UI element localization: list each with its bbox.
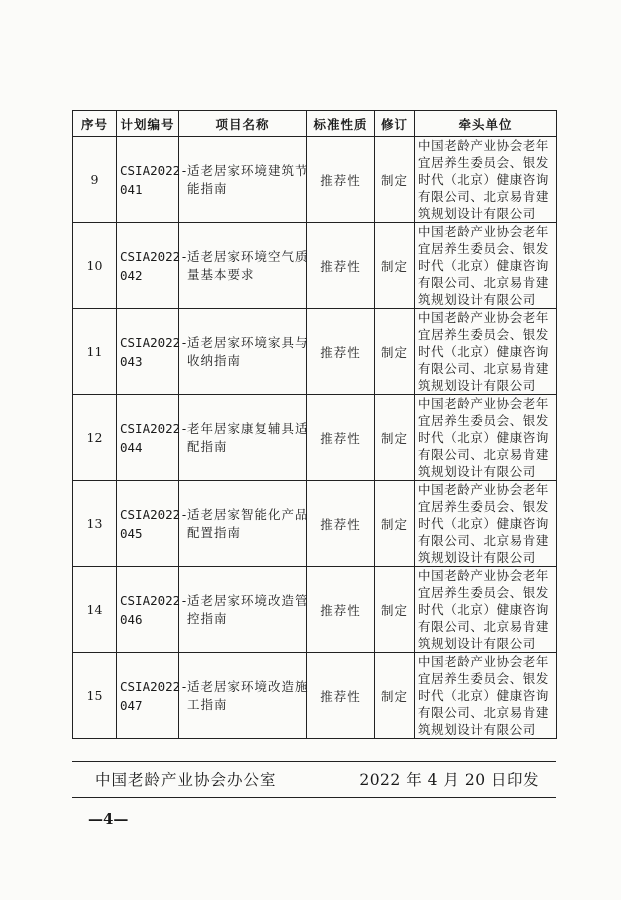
row-revision: 制定 — [375, 653, 415, 739]
row-plan-code — [117, 309, 188, 395]
row-plan-code-line: CSIA2022- — [120, 162, 188, 178]
row-project-name-line: 适老居家环境建筑节 — [187, 162, 309, 178]
row-lead-unit-line: 有限公司、北京易肯建 — [418, 533, 550, 548]
row-project-name-line: 配置指南 — [187, 524, 242, 540]
row-lead-unit-line: 时代（北京）健康咨询 — [418, 344, 550, 359]
row-lead-unit-line: 中国老龄产业协会老年 — [418, 138, 550, 153]
row-lead-unit-line: 有限公司、北京易肯建 — [418, 705, 550, 720]
row-standard-nature: 推荐性 — [307, 395, 375, 481]
row-seq: 15 — [73, 653, 117, 739]
row-revision: 制定 — [375, 395, 415, 481]
header-revision: 修订 — [375, 111, 415, 137]
row-lead-unit-line: 时代（北京）健康咨询 — [418, 258, 550, 273]
row-project-name — [179, 653, 307, 739]
row-plan-code-line: CSIA2022- — [120, 592, 188, 608]
standards-plan-table — [72, 110, 557, 739]
row-plan-code-line: CSIA2022- — [120, 678, 188, 694]
row-seq: 12 — [73, 395, 117, 481]
row-lead-unit-line: 宜居养生委员会、银发 — [418, 499, 550, 514]
row-lead-unit-line: 有限公司、北京易肯建 — [418, 361, 550, 376]
row-lead-unit-line: 宜居养生委员会、银发 — [418, 155, 550, 170]
header-seq: 序号 — [73, 111, 117, 137]
row-lead-unit-line: 筑规划设计有限公司 — [418, 206, 536, 221]
row-revision: 制定 — [375, 309, 415, 395]
row-lead-unit — [415, 137, 557, 223]
row-plan-code-line: 041 — [120, 181, 143, 197]
table-header-row — [73, 111, 557, 137]
row-seq: 10 — [73, 223, 117, 309]
row-lead-unit-line: 宜居养生委员会、银发 — [418, 585, 550, 600]
row-lead-unit-line: 时代（北京）健康咨询 — [418, 688, 550, 703]
row-plan-code-line: 042 — [120, 267, 143, 283]
row-plan-code — [117, 137, 188, 223]
row-plan-code — [117, 567, 188, 653]
row-lead-unit-line: 中国老龄产业协会老年 — [418, 482, 550, 497]
row-lead-unit-line: 有限公司、北京易肯建 — [418, 189, 550, 204]
row-standard-nature: 推荐性 — [307, 223, 375, 309]
row-plan-code-line: CSIA2022- — [120, 506, 188, 522]
table-row — [73, 309, 557, 395]
row-lead-unit — [415, 567, 557, 653]
row-standard-nature: 推荐性 — [307, 653, 375, 739]
row-lead-unit — [415, 223, 557, 309]
row-project-name — [179, 481, 307, 567]
row-lead-unit-line: 有限公司、北京易肯建 — [418, 619, 550, 634]
row-lead-unit-line: 宜居养生委员会、银发 — [418, 241, 550, 256]
row-lead-unit-line: 筑规划设计有限公司 — [418, 722, 536, 737]
row-seq: 14 — [73, 567, 117, 653]
page-number: —4— — [88, 810, 129, 828]
row-lead-unit-line: 中国老龄产业协会老年 — [418, 310, 550, 325]
row-project-name-line: 控指南 — [187, 610, 228, 626]
row-revision: 制定 — [375, 481, 415, 567]
table-row — [73, 653, 557, 739]
footer-rule-top — [72, 761, 556, 762]
row-project-name-line: 适老居家环境家具与 — [187, 334, 309, 350]
row-plan-code-line: 047 — [120, 697, 143, 713]
row-lead-unit-line: 时代（北京）健康咨询 — [418, 172, 550, 187]
row-lead-unit-line: 中国老龄产业协会老年 — [418, 654, 550, 669]
row-project-name-line: 适老居家环境改造管 — [187, 592, 309, 608]
row-project-name — [179, 137, 307, 223]
row-project-name-line: 工指南 — [187, 696, 228, 712]
header-code: 计划编号 — [117, 111, 179, 137]
row-plan-code — [117, 481, 188, 567]
row-standard-nature: 推荐性 — [307, 309, 375, 395]
row-lead-unit-line: 宜居养生委员会、银发 — [418, 327, 550, 342]
row-plan-code-line: 046 — [120, 611, 143, 627]
header-nature: 标准性质 — [307, 111, 375, 137]
row-project-name — [179, 309, 307, 395]
row-plan-code — [117, 653, 188, 739]
row-lead-unit — [415, 653, 557, 739]
row-lead-unit-line: 有限公司、北京易肯建 — [418, 275, 550, 290]
row-lead-unit-line: 宜居养生委员会、银发 — [418, 671, 550, 686]
row-lead-unit — [415, 395, 557, 481]
header-lead: 牵头单位 — [415, 111, 557, 137]
issue-date: 2022 年 4 月 20 日印发 — [359, 771, 539, 789]
row-lead-unit-line: 筑规划设计有限公司 — [418, 464, 536, 479]
row-lead-unit-line: 筑规划设计有限公司 — [418, 292, 536, 307]
row-lead-unit-line: 筑规划设计有限公司 — [418, 636, 536, 651]
row-project-name-line: 配指南 — [187, 438, 228, 454]
row-lead-unit — [415, 309, 557, 395]
table-row — [73, 137, 557, 223]
row-lead-unit — [415, 481, 557, 567]
table-row — [73, 223, 557, 309]
table-row — [73, 481, 557, 567]
row-lead-unit-line: 筑规划设计有限公司 — [418, 378, 536, 393]
row-lead-unit-line: 中国老龄产业协会老年 — [418, 224, 550, 239]
row-lead-unit-line: 宜居养生委员会、银发 — [418, 413, 550, 428]
row-project-name-line: 能指南 — [187, 180, 228, 196]
issuer-name: 中国老龄产业协会办公室 — [95, 771, 277, 789]
row-plan-code-line: 045 — [120, 525, 143, 541]
row-lead-unit-line: 中国老龄产业协会老年 — [418, 568, 550, 583]
row-project-name-line: 适老居家环境空气质 — [187, 248, 309, 264]
row-lead-unit-line: 时代（北京）健康咨询 — [418, 430, 550, 445]
row-lead-unit-line: 有限公司、北京易肯建 — [418, 447, 550, 462]
row-project-name-line: 收纳指南 — [187, 352, 242, 368]
row-lead-unit-line: 时代（北京）健康咨询 — [418, 516, 550, 531]
row-lead-unit-line: 筑规划设计有限公司 — [418, 550, 536, 565]
row-standard-nature: 推荐性 — [307, 567, 375, 653]
row-plan-code-line: CSIA2022- — [120, 420, 188, 436]
footer-rule-bottom — [72, 797, 556, 798]
row-lead-unit-line: 中国老龄产业协会老年 — [418, 396, 550, 411]
row-project-name-line: 适老居家智能化产品 — [187, 506, 309, 522]
row-project-name-line: 老年居家康复辅具适 — [187, 420, 309, 436]
row-lead-unit-line: 时代（北京）健康咨询 — [418, 602, 550, 617]
row-seq: 9 — [73, 137, 117, 223]
row-revision: 制定 — [375, 137, 415, 223]
row-plan-code-line: CSIA2022- — [120, 248, 188, 264]
row-project-name — [179, 567, 307, 653]
row-plan-code-line: CSIA2022- — [120, 334, 188, 350]
row-project-name-line: 量基本要求 — [187, 266, 255, 282]
row-plan-code — [117, 395, 188, 481]
row-plan-code-line: 043 — [120, 353, 143, 369]
table-row — [73, 395, 557, 481]
row-revision: 制定 — [375, 567, 415, 653]
row-standard-nature: 推荐性 — [307, 481, 375, 567]
row-seq: 11 — [73, 309, 117, 395]
row-seq: 13 — [73, 481, 117, 567]
row-revision: 制定 — [375, 223, 415, 309]
row-project-name-line: 适老居家环境改造施 — [187, 678, 309, 694]
table-row — [73, 567, 557, 653]
row-project-name — [179, 395, 307, 481]
header-name: 项目名称 — [179, 111, 307, 137]
row-plan-code — [117, 223, 188, 309]
row-standard-nature: 推荐性 — [307, 137, 375, 223]
row-plan-code-line: 044 — [120, 439, 143, 455]
row-project-name — [179, 223, 307, 309]
